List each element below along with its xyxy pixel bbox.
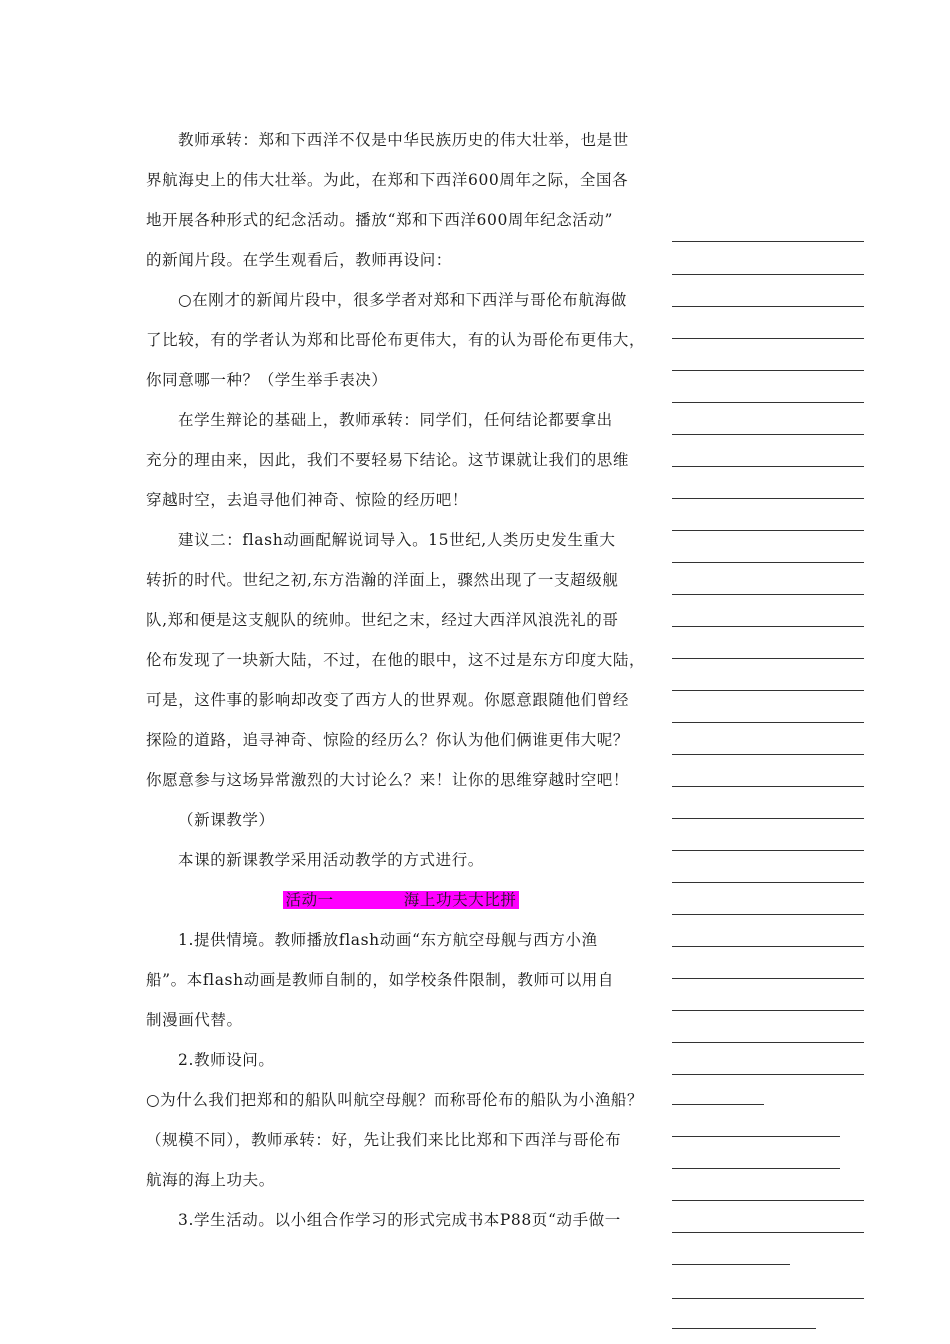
note-line xyxy=(672,786,864,787)
note-line xyxy=(672,1042,864,1043)
section-label: （新课教学） xyxy=(178,811,275,829)
paragraph-line: 的新闻片段。在学生观看后，教师再设问： xyxy=(146,251,452,269)
note-line xyxy=(672,274,864,275)
note-line xyxy=(672,434,864,435)
note-line xyxy=(672,850,864,851)
note-line xyxy=(672,1298,864,1299)
note-line xyxy=(672,722,864,723)
paragraph-line: 可是，这件事的影响却改变了西方人的世界观。你愿意跟随他们曾经 xyxy=(146,691,630,709)
paragraph-line: 船”。本flash动画是教师自制的，如学校条件限制，教师可以用自 xyxy=(146,971,614,989)
note-line xyxy=(672,594,864,595)
paragraph-line: ○为什么我们把郑和的船队叫航空母舰？而称哥伦布的船队为小渔船？ xyxy=(146,1091,644,1109)
paragraph-line: ○在刚才的新闻片段中，很多学者对郑和下西洋与哥伦布航海做 xyxy=(178,291,627,309)
note-line xyxy=(672,1200,864,1201)
paragraph-line: 你愿意参与这场异常激烈的大讨论么？来！让你的思维穿越时空吧！ xyxy=(146,771,630,789)
paragraph-line: 教师承转：郑和下西洋不仅是中华民族历史的伟大壮举，也是世 xyxy=(178,131,629,149)
note-line xyxy=(672,754,864,755)
note-line xyxy=(672,466,864,467)
paragraph-line: 地开展各种形式的纪念活动。播放“郑和下西洋600周年纪念活动” xyxy=(146,211,614,229)
activity-title: 海上功夫大比拼 xyxy=(403,891,517,909)
paragraph-line: 建议二：flash动画配解说词导入。15世纪,人类历史发生重大 xyxy=(178,531,616,549)
paragraph-line: 充分的理由来，因此，我们不要轻易下结论。这节课就让我们的思维 xyxy=(146,451,630,469)
note-line xyxy=(672,498,864,499)
note-line xyxy=(672,530,864,531)
note-line xyxy=(672,1010,864,1011)
note-line xyxy=(672,1328,816,1329)
paragraph-line: 队,郑和便是这支舰队的统帅。世纪之末，经过大西洋风浪洗礼的哥 xyxy=(146,611,619,629)
note-line xyxy=(672,914,864,915)
activity-label: 活动一 xyxy=(285,891,334,909)
note-line xyxy=(672,818,864,819)
paragraph-line: 制漫画代替。 xyxy=(146,1011,243,1029)
note-line xyxy=(672,626,864,627)
note-line xyxy=(672,562,864,563)
note-line xyxy=(672,1232,864,1233)
paragraph-line: （规模不同），教师承转：好，先让我们来比比郑和下西洋与哥伦布 xyxy=(146,1131,622,1149)
note-line xyxy=(672,1168,840,1169)
note-line xyxy=(672,1264,790,1265)
note-line xyxy=(672,370,864,371)
paragraph-line: 界航海史上的伟大壮举。为此，在郑和下西洋600周年之际，全国各 xyxy=(146,171,629,189)
note-line xyxy=(672,241,864,242)
paragraph-line: 1.提供情境。教师播放flash动画“东方航空母舰与西方小渔 xyxy=(178,931,598,949)
note-line xyxy=(672,1104,764,1105)
note-line xyxy=(672,1136,840,1137)
note-line xyxy=(672,690,864,691)
activity-heading xyxy=(146,880,656,920)
note-line xyxy=(672,338,864,339)
paragraph-line: 探险的道路，追寻神奇、惊险的经历么？你认为他们俩谁更伟大呢？ xyxy=(146,731,630,749)
activity-highlight xyxy=(283,891,518,909)
paragraph-line: 伦布发现了一块新大陆，不过，在他的眼中，这不过是东方印度大陆， xyxy=(146,651,646,669)
paragraph-line: 2.教师设问。 xyxy=(178,1051,275,1069)
paragraph-line: 本课的新课教学采用活动教学的方式进行。 xyxy=(178,851,484,869)
note-line xyxy=(672,1074,864,1075)
paragraph-line: 转折的时代。世纪之初,东方浩瀚的洋面上，骤然出现了一支超级舰 xyxy=(146,571,619,589)
main-text-column xyxy=(146,120,656,1240)
margin-notes xyxy=(672,0,872,1344)
note-line xyxy=(672,402,864,403)
note-line xyxy=(672,306,864,307)
paragraph-line: 你同意哪一种？（学生举手表决） xyxy=(146,371,388,389)
note-line xyxy=(672,946,864,947)
note-line xyxy=(672,882,864,883)
paragraph-line: 在学生辩论的基础上，教师承转：同学们，任何结论都要拿出 xyxy=(178,411,613,429)
paragraph-line: 穿越时空，去追寻他们神奇、惊险的经历吧！ xyxy=(146,491,469,509)
paragraph-line: 了比较，有的学者认为郑和比哥伦布更伟大，有的认为哥伦布更伟大， xyxy=(146,331,646,349)
note-line xyxy=(672,978,864,979)
note-line xyxy=(672,658,864,659)
paragraph-line: 3.学生活动。以小组合作学习的形式完成书本P88页“动手做一 xyxy=(178,1211,621,1229)
paragraph-line: 航海的海上功夫。 xyxy=(146,1171,275,1189)
